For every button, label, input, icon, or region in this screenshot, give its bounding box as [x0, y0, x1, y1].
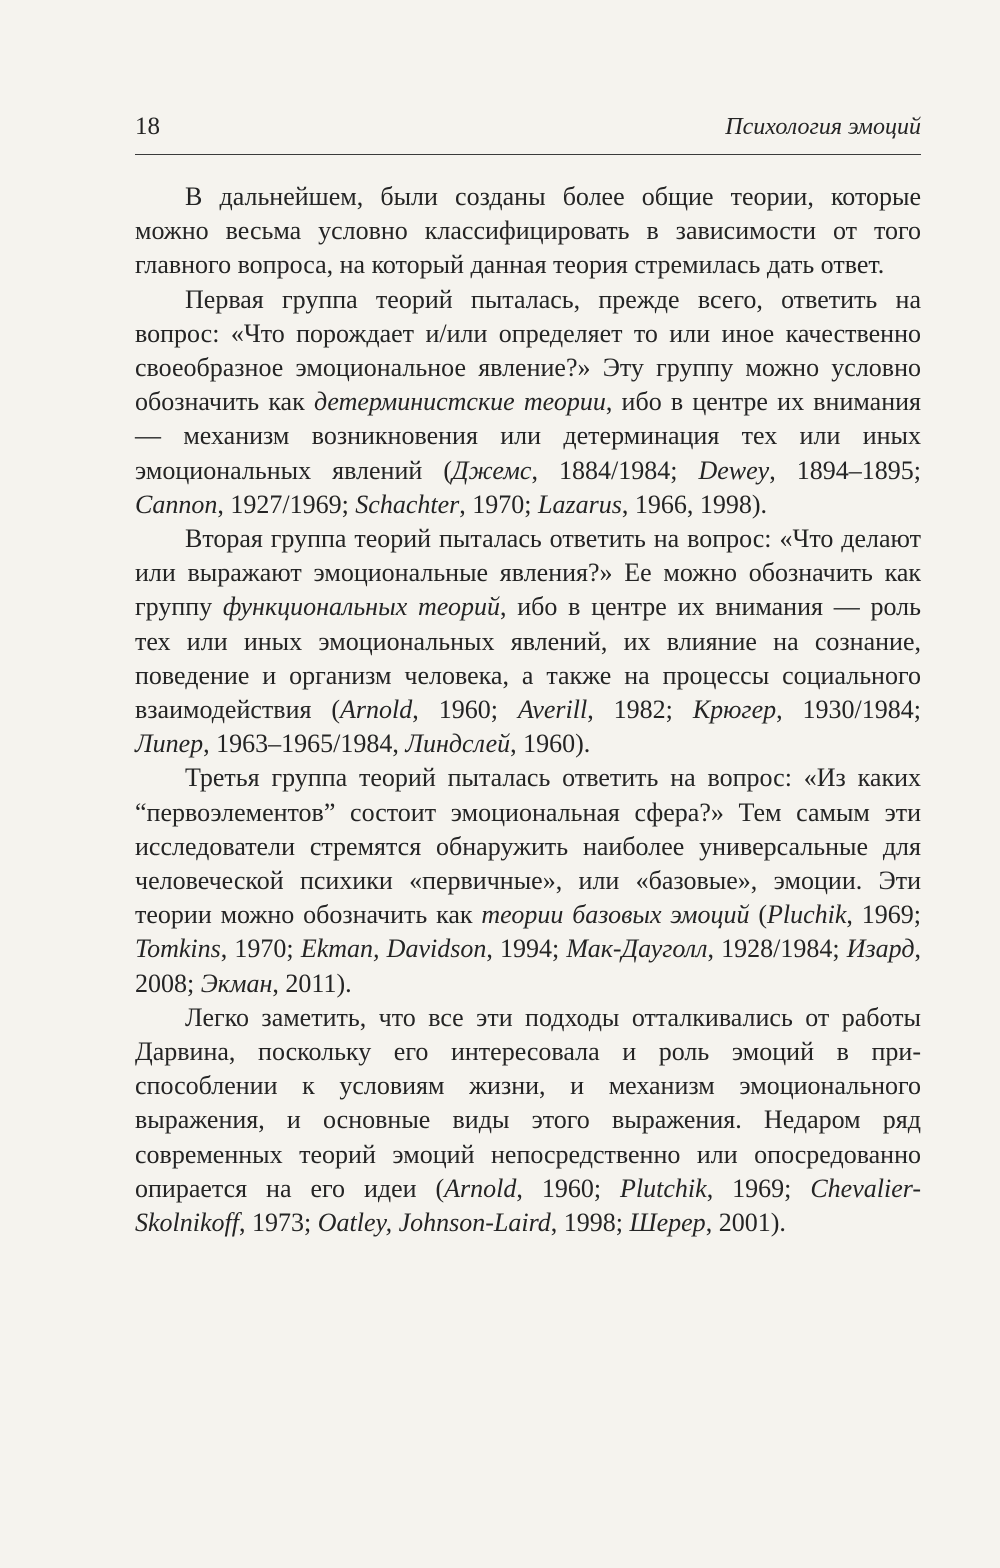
italic-term: Arnold: [340, 695, 413, 725]
italic-term: Шерер: [629, 1208, 706, 1238]
text-run: , 2008;: [135, 934, 921, 998]
text-run: , 1973;: [238, 1208, 318, 1238]
italic-term: Lazarus: [538, 489, 622, 519]
text-run: , 1960;: [412, 695, 518, 725]
italic-term: Arnold: [444, 1173, 517, 1203]
text-run: (: [749, 900, 767, 930]
text-run: , 1998;: [550, 1208, 630, 1238]
italic-term: Линдслей: [405, 729, 511, 759]
italic-term: Oatley, Johnson-Laird: [317, 1208, 551, 1238]
text-run: Легко заметить, что все эти подходы отталкивались от работы Дарвина, поскольку его интересовала и роль эмоций в приспособлении к условиям жизни, и механизм эмоционального выражения, и основные виды этого выражения. Недаром ряд современных теорий эмоций непосредственно или опосредованно опирается на его идеи (: [135, 1002, 921, 1203]
paragraph-1: [135, 180, 921, 283]
italic-term: Экман: [200, 968, 273, 998]
page-header: [135, 108, 921, 155]
text-run: , 1960;: [516, 1173, 621, 1203]
italic-term: Plutchik: [620, 1173, 707, 1203]
italic-term: теории базовых эмоций: [481, 900, 750, 930]
paragraph-2: [135, 283, 921, 522]
italic-term: Мак-Дауголл: [566, 934, 708, 964]
paragraph-3: [135, 522, 921, 761]
italic-term: Tomkins: [135, 934, 221, 964]
italic-term: Pluchik: [766, 900, 847, 930]
text-run: , 2001).: [705, 1208, 786, 1238]
italic-term: функциональных теорий: [222, 592, 500, 622]
running-title: Психология эмоций: [725, 114, 921, 140]
text-run: , 1927/1969;: [217, 489, 356, 519]
text-body: [135, 180, 921, 1240]
italic-term: Ekman, Davidson: [300, 934, 487, 964]
italic-term: Изард: [846, 934, 915, 964]
text-run: Первая группа теорий пыталась, прежде всего, ответить на вопрос: «Что порождает и/или определяет то или иное качественно своеобразное эмоциональное явление?» Эту группу можно условно обозначить как: [135, 284, 921, 417]
paragraph-5: [135, 1001, 921, 1240]
text-run: , 1994;: [486, 934, 567, 964]
text-run: , 1930/1984;: [776, 695, 921, 725]
text-run: Вторая группа теорий пыталась ответить на вопрос: «Что делают или выражают эмоциональные явления?» Ее можно обозначить как группу: [135, 524, 921, 622]
text-run: , 1970;: [220, 934, 301, 964]
text-run: , 1969;: [846, 900, 921, 930]
italic-term: Cannon: [135, 489, 218, 519]
text-run: , 1884/1984;: [531, 455, 699, 485]
text-run: , 1970;: [459, 489, 538, 519]
text-run: , 1963–1965/1984,: [203, 729, 406, 759]
text-run: , 2011).: [272, 968, 352, 998]
paragraph-4: [135, 761, 921, 1000]
page-number: 18: [135, 113, 160, 140]
italic-term: Chevalier-Skolnikoff: [135, 1173, 921, 1238]
text-run: , 1960).: [510, 729, 591, 759]
italic-term: Крюгер: [692, 695, 777, 725]
italic-term: детерминистские теории: [313, 387, 606, 417]
italic-term: Dewey: [698, 455, 770, 485]
text-run: Третья группа теорий пыталась ответить на вопрос: «Из каких “первоэлементов” состоит эмоциональная сфера?» Тем самым эти исследователи стремятся обнаружить наиболее универсальные для человеческой психики «первичные», или «базовые», эмоции. Эти теории можно обозначить как: [135, 763, 921, 930]
text-run: В дальнейшем, были созданы более общие теории, которые можно весьма условно классифицировать в зависимости от того главного вопроса, на который данная теория стремилась дать ответ.: [135, 182, 921, 280]
italic-term: Липер: [135, 729, 204, 759]
text-run: , 1966, 1998).: [621, 489, 767, 519]
text-run: , ибо в центре их внимания — механизм возникновения или детерминация тех или иных эмоциональных явлений (: [135, 387, 921, 485]
italic-term: Averill: [517, 695, 588, 725]
text-run: , 1928/1984;: [707, 934, 847, 964]
text-run: , 1982;: [587, 695, 693, 725]
text-run: , ибо в центре их внимания — роль тех или иных эмоциональных явлений, их влияние на сознание, поведение и организм человека, а также на процессы социального взаимодействия (: [135, 592, 921, 725]
italic-term: Джемс: [452, 455, 532, 485]
text-run: , 1894–1895;: [769, 455, 922, 485]
italic-term: Schachter: [355, 489, 460, 519]
text-run: , 1969;: [706, 1173, 811, 1203]
